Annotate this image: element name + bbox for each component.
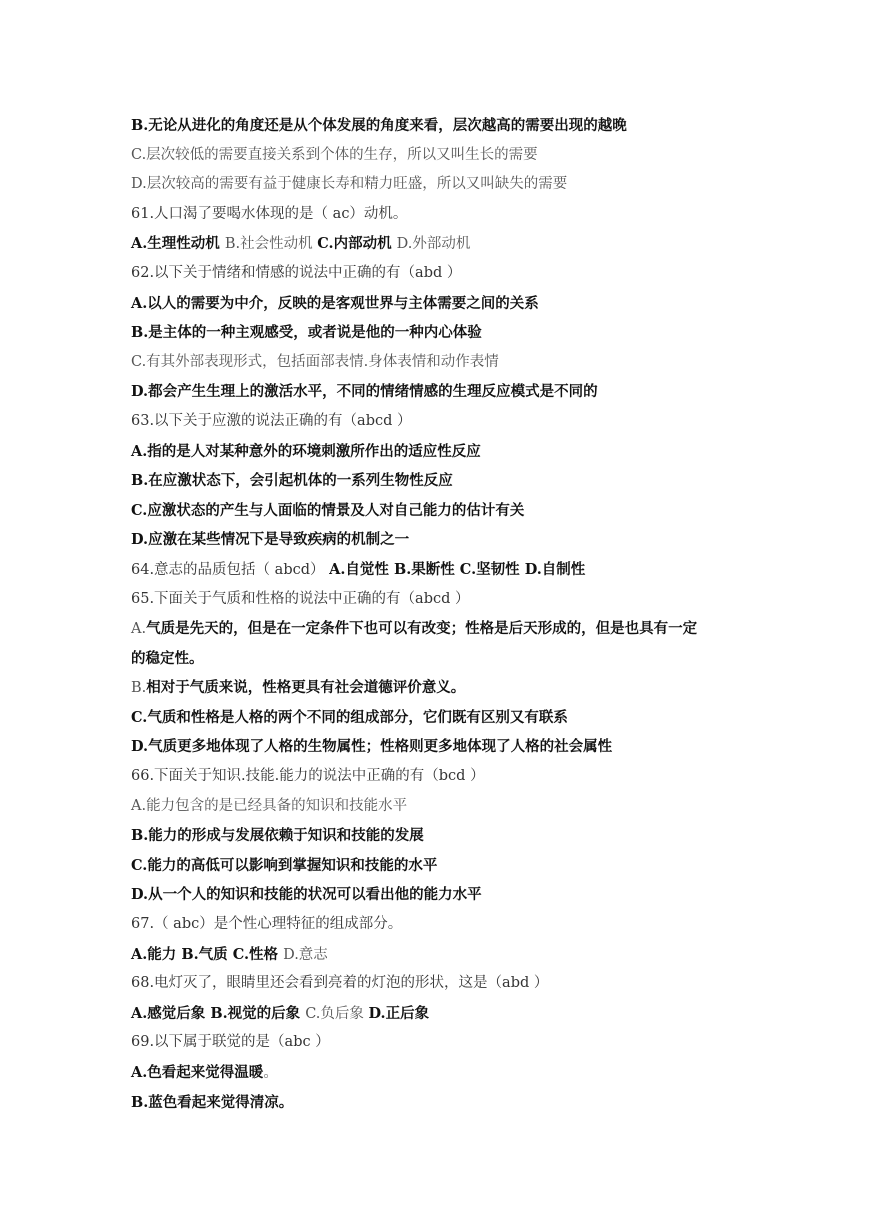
text-segment: 61.人口渴了要喝水体现的是（ ac）动机。: [131, 205, 408, 222]
text-segment: B.是主体的一种主观感受，或者说是他的一种内心体验: [131, 324, 482, 342]
text-segment: A.以人的需要为中介，反映的是客观世界与主体需要之间的关系: [131, 294, 539, 312]
text-segment: A.生理性动机: [131, 235, 225, 253]
text-line: [131, 111, 751, 141]
text-line: [131, 377, 751, 407]
text-line: [131, 141, 751, 171]
text-segment: B.在应激状态下，会引起机体的一系列生物性反应: [131, 472, 453, 490]
text-segment: C.层次较低的需要直接关系到个体的生存，所以又叫生长的需要: [131, 146, 538, 163]
text-line: [131, 910, 751, 940]
text-segment: A.色看起来觉得温暖: [131, 1064, 264, 1081]
text-line: [131, 703, 751, 733]
text-segment: 69.以下属于联觉的是（abc ）: [131, 1034, 330, 1051]
text-line: [131, 880, 751, 910]
text-segment: C.气质和性格是人格的两个不同的组成部分，它们既有区别又有联系: [131, 708, 568, 726]
text-segment: D.外部动机: [396, 236, 471, 253]
text-segment: 68.电灯灭了，眼睛里还会看到亮着的灯泡的形状，这是（abd ）: [131, 975, 549, 992]
text-line: [131, 407, 751, 437]
text-segment: 64.意志的品质包括（ abcd）: [131, 561, 330, 578]
text-segment: B.无论从进化的角度还是从个体发展的角度来看，层次越高的需要出现的越晚: [131, 117, 627, 134]
text-line: [131, 969, 751, 999]
text-line: [131, 1088, 751, 1118]
text-segment: C.负后象: [305, 1005, 369, 1022]
text-line: [131, 999, 751, 1029]
text-segment: D.层次较高的需要有益于健康长寿和精力旺盛，所以又叫缺失的需要: [131, 176, 568, 193]
text-segment: C.能力的高低可以影响到掌握知识和技能的水平: [131, 856, 438, 874]
text-segment: A.能力包含的是已经具备的知识和技能水平: [131, 797, 408, 814]
text-segment: 65.下面关于气质和性格的说法中正确的有（abcd ）: [131, 590, 470, 607]
text-line: [131, 1058, 751, 1088]
text-line: [131, 614, 751, 644]
text-segment: B.社会性动机: [224, 236, 318, 253]
text-segment: 的稳定性。: [131, 649, 204, 667]
text-segment: D.正后象: [368, 1004, 430, 1022]
text-line: [131, 555, 751, 585]
text-line: [131, 496, 751, 526]
text-line: [131, 259, 751, 289]
text-segment: D.都会产生生理上的激活水平，不同的情绪情感的生理反应模式是不同的: [131, 383, 598, 401]
text-line: [131, 348, 751, 378]
text-segment: A.自觉性 B.果断性 C.坚韧性 D.自制性: [329, 560, 586, 578]
text-line: [131, 585, 751, 615]
text-line: [131, 792, 751, 822]
text-segment: C.内部动机: [317, 235, 397, 253]
text-line: [131, 170, 751, 200]
text-segment: 67.（ abc）是个性心理特征的组成部分。: [131, 916, 403, 933]
text-segment: D.应激在某些情况下是导致疾病的机制之一: [131, 531, 410, 549]
text-segment: 63.以下关于应激的说法正确的有（abcd ）: [131, 412, 412, 429]
text-segment: 62.以下关于情绪和情感的说法中正确的有（abd ）: [131, 264, 462, 281]
text-segment: B.: [131, 680, 147, 697]
text-line: [131, 525, 751, 555]
text-segment: D.从一个人的知识和技能的状况可以看出他的能力水平: [131, 886, 482, 904]
text-segment: D.气质更多地体现了人格的生物属性；性格则更多地体现了人格的社会属性: [131, 738, 613, 756]
text-segment: 66.下面关于知识.技能.能力的说法中正确的有（bcd ）: [131, 768, 485, 785]
text-line: [131, 762, 751, 792]
text-line: [131, 466, 751, 496]
text-line: [131, 673, 751, 703]
text-segment: 。: [263, 1065, 278, 1081]
text-line: [131, 318, 751, 348]
text-line: [131, 851, 751, 881]
text-segment: D.意志: [283, 946, 328, 963]
text-line: [131, 437, 751, 467]
text-line: [131, 289, 751, 319]
text-segment: C.应激状态的产生与人面临的情景及人对自己能力的估计有关: [131, 501, 525, 519]
text-segment: B.能力的形成与发展依赖于知识和技能的发展: [131, 827, 424, 845]
text-line: [131, 200, 751, 230]
text-segment: 相对于气质来说，性格更具有社会道德评价意义。: [146, 679, 466, 697]
text-segment: A.感觉后象 B.视觉的后象: [131, 1004, 306, 1022]
text-segment: A.指的是人对某种意外的环境刺激所作出的适应性反应: [131, 442, 481, 460]
text-segment: 气质是先天的，但是在一定条件下也可以有改变；性格是后天形成的，但是也具有一定: [146, 620, 698, 638]
text-line: [131, 940, 751, 970]
text-line: [131, 732, 751, 762]
text-segment: B.蓝色看起来觉得清凉。: [131, 1093, 294, 1111]
text-segment: C.有其外部表现形式，包括面部表情.身体表情和动作表情: [131, 353, 499, 370]
text-line: [131, 1028, 751, 1058]
document-body: [131, 111, 751, 1117]
text-line: [131, 229, 751, 259]
text-segment: A.: [131, 621, 147, 638]
text-line: [131, 821, 751, 851]
text-segment: A.能力 B.气质 C.性格: [131, 945, 284, 963]
text-line: [131, 644, 751, 674]
